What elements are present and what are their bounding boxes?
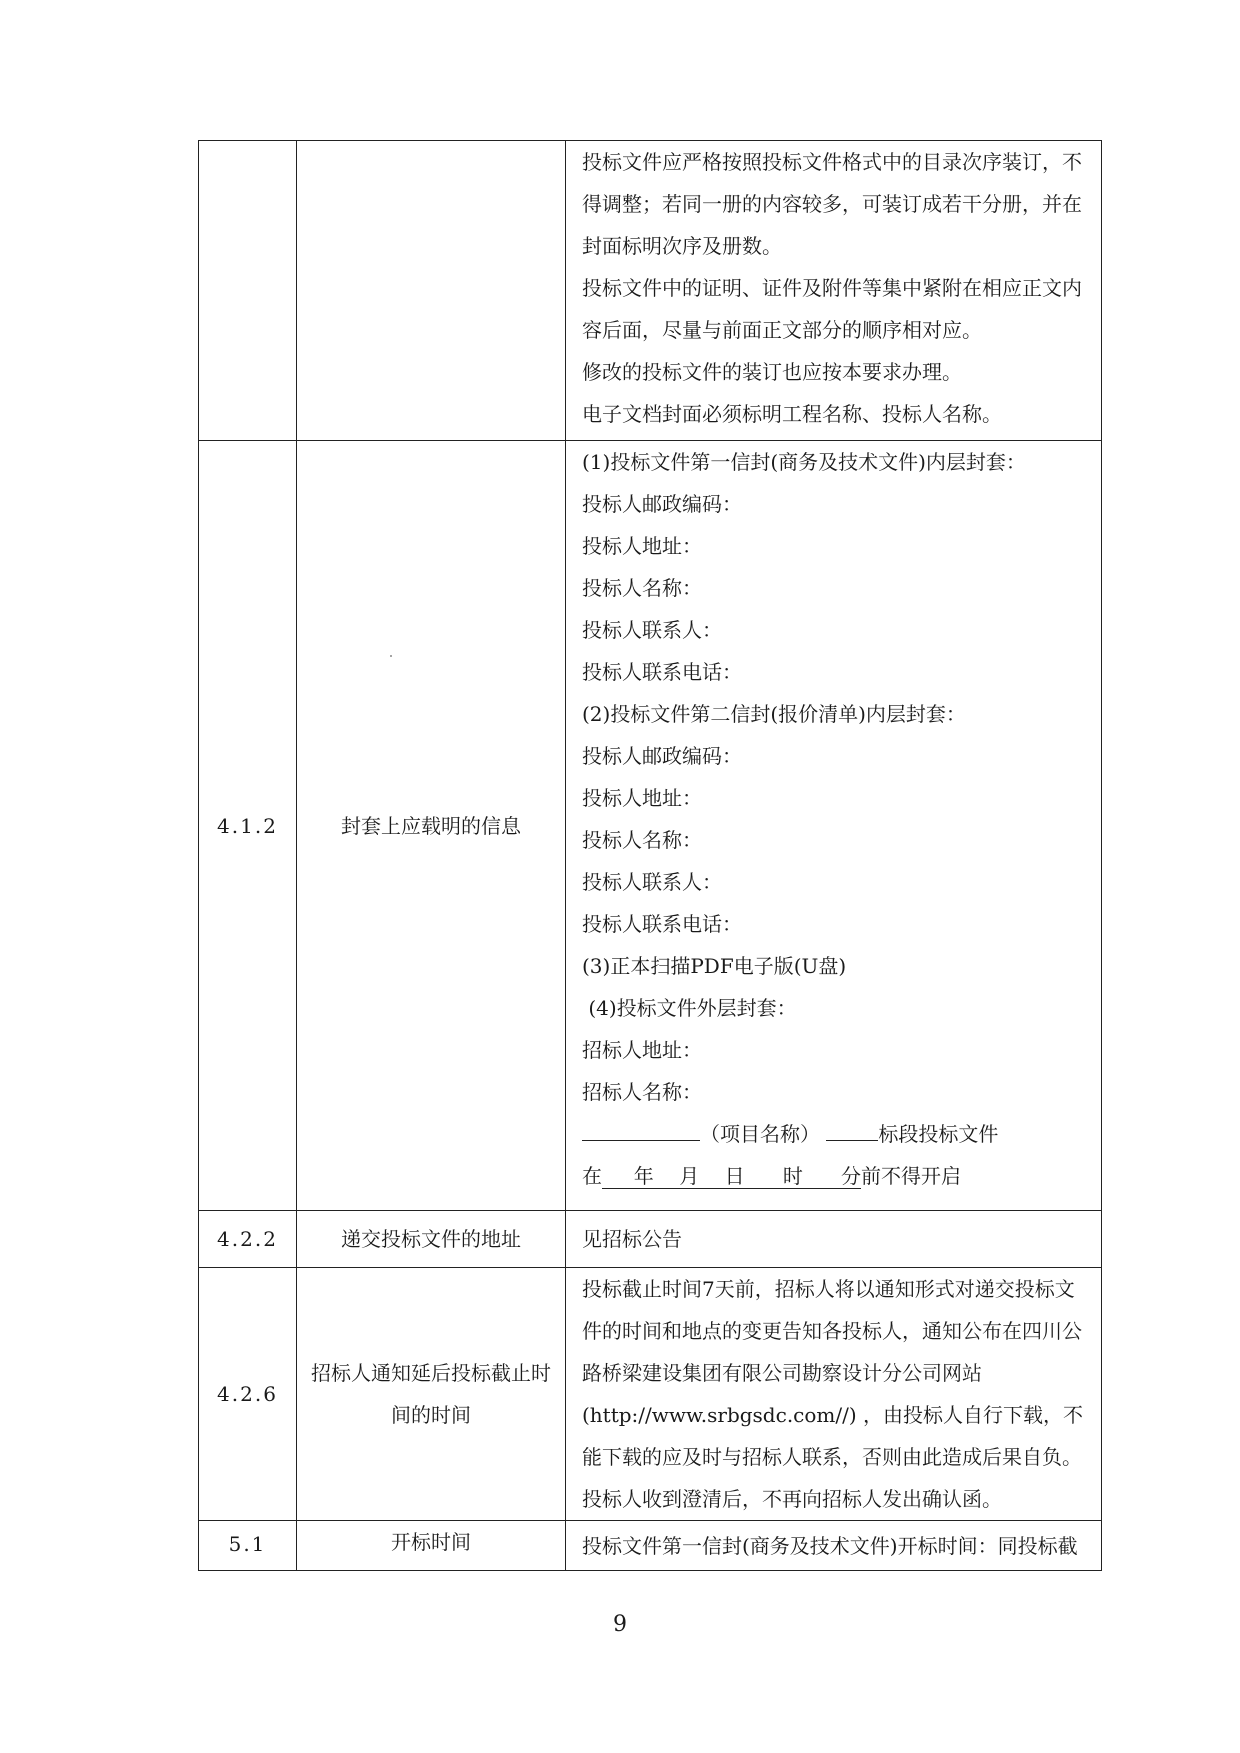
table-row bbox=[199, 1521, 1102, 1571]
content-line: 投标人联系人： bbox=[582, 870, 722, 894]
content-line: 路桥梁建设集团有限公司勘察设计分公司网站 bbox=[582, 1361, 982, 1385]
table-row bbox=[199, 141, 1102, 441]
content-line: 投标人地址： bbox=[582, 786, 702, 810]
blank-field bbox=[582, 1116, 700, 1141]
content-line: 投标人联系电话： bbox=[582, 912, 742, 936]
table-row bbox=[199, 1211, 1102, 1268]
content-line: 得调整；若同一册的内容较多，可装订成若干分册，并在 bbox=[582, 192, 1082, 216]
content-line: 修改的投标文件的装订也应按本要求办理。 bbox=[582, 360, 962, 384]
content-line: 投标截止时间7天前，招标人将以通知形式对递交投标文 bbox=[582, 1277, 1075, 1301]
hour-label: 时 bbox=[782, 1164, 803, 1188]
clause-number: 5.1 bbox=[199, 1521, 297, 1571]
open-date-line bbox=[582, 1155, 1091, 1197]
open-prefix: 在 bbox=[582, 1164, 602, 1188]
cover-line bbox=[582, 1113, 1091, 1155]
clause-content bbox=[566, 1521, 1102, 1571]
content-line: 见招标公告 bbox=[582, 1227, 682, 1251]
content-line: 投标文件第一信封(商务及技术文件)开标时间：同投标截 bbox=[582, 1533, 1078, 1558]
bid-data-table bbox=[198, 140, 1102, 1571]
project-name-label: （项目名称） bbox=[700, 1122, 820, 1146]
table-row bbox=[199, 441, 1102, 1211]
content-line: 招标人地址： bbox=[582, 1038, 702, 1062]
content-line: 投标人地址： bbox=[582, 534, 702, 558]
content-line: 招标人名称： bbox=[582, 1080, 702, 1104]
clause-item: 开标时间 bbox=[297, 1521, 566, 1571]
content-line: (3)正本扫描PDF电子版(U盘) bbox=[582, 954, 847, 978]
content-line: 投标人名称： bbox=[582, 828, 702, 852]
content-line: 件的时间和地点的变更告知各投标人，通知公布在四川公 bbox=[582, 1319, 1082, 1343]
content-line: (2)投标文件第二信封(报价清单)内层封套： bbox=[582, 702, 966, 726]
clause-number: 4.1.2 bbox=[199, 441, 297, 1211]
clause-item: 招标人通知延后投标截止时间的时间 bbox=[297, 1268, 566, 1521]
table-row bbox=[199, 1268, 1102, 1521]
day-label: 日 bbox=[724, 1164, 745, 1188]
content-line: 能下载的应及时与招标人联系，否则由此造成后果自负。 bbox=[582, 1445, 1082, 1469]
content-line: (http://www.srbgsdc.com//) ，由投标人自行下载，不 bbox=[582, 1403, 1084, 1427]
content-line: 电子文档封面必须标明工程名称、投标人名称。 bbox=[582, 402, 1002, 426]
content-line: 投标人名称： bbox=[582, 576, 702, 600]
content-line: 投标人收到澄清后，不再向招标人发出确认函。 bbox=[582, 1487, 1002, 1511]
content-line: 投标人邮政编码： bbox=[582, 492, 742, 516]
content-line: 投标人邮政编码： bbox=[582, 744, 742, 768]
month-label: 月 bbox=[679, 1164, 700, 1188]
content-line: 投标文件中的证明、证件及附件等集中紧附在相应正文内 bbox=[582, 276, 1082, 300]
clause-content bbox=[566, 1268, 1102, 1521]
clause-item: 递交投标文件的地址 bbox=[297, 1211, 566, 1268]
content-line: 投标人联系电话： bbox=[582, 660, 742, 684]
clause-content bbox=[566, 1211, 1102, 1268]
content-line: 投标文件应严格按照投标文件格式中的目录次序装订，不 bbox=[582, 150, 1082, 174]
clause-content bbox=[566, 141, 1102, 441]
clause-number: 4.2.2 bbox=[199, 1211, 297, 1268]
content-line: 投标人联系人： bbox=[582, 618, 722, 642]
section-label: 标段投标文件 bbox=[878, 1122, 999, 1146]
content-line: 容后面，尽量与前面正文部分的顺序相对应。 bbox=[582, 318, 982, 342]
clause-number: 4.2.6 bbox=[199, 1268, 297, 1521]
content-line: (1)投标文件第一信封(商务及技术文件)内层封套： bbox=[582, 450, 1026, 474]
blank-field bbox=[826, 1116, 878, 1141]
content-line: 封面标明次序及册数。 bbox=[582, 234, 782, 258]
clause-number bbox=[199, 141, 297, 441]
clause-item bbox=[297, 141, 566, 441]
open-suffix: 前不得开启 bbox=[860, 1164, 961, 1188]
clause-item: 封套上应载明的信息 bbox=[297, 441, 566, 1211]
content-line: (4)投标文件外层封套： bbox=[582, 996, 797, 1020]
page-number: 9 bbox=[613, 1612, 627, 1637]
minute-label: 分 bbox=[840, 1164, 861, 1188]
clause-content bbox=[566, 441, 1102, 1211]
year-label: 年 bbox=[633, 1164, 654, 1188]
